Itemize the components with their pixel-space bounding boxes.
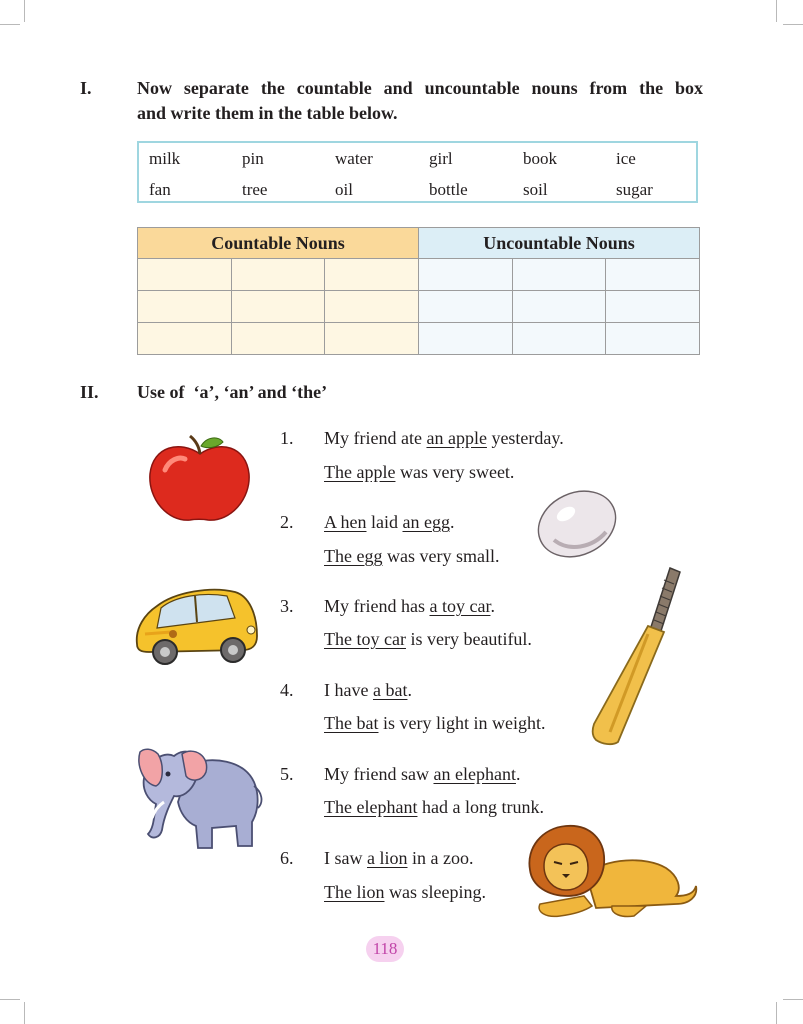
sentence-number: 6. [280,848,294,868]
sentence-5b: The elephant had a long trunk. [324,797,544,817]
countable-answer-cell[interactable] [325,259,419,291]
sentence-2a: A hen laid an egg. [324,512,455,532]
table-row [138,323,700,355]
uncountable-answer-cell[interactable] [512,259,606,291]
sentence-2b: The egg was very small. [324,546,500,566]
crop-mark [776,1002,777,1024]
countable-answer-cell[interactable] [231,323,325,355]
word-item: water [335,149,373,168]
word-item: ice [616,149,636,168]
page-number: 118 [366,936,404,962]
elephant-illustration [134,742,266,856]
countable-answer-cell[interactable] [138,259,232,291]
egg-illustration [534,488,620,560]
section-1-instruction [137,76,703,126]
sentence-number: 4. [280,680,294,700]
crop-mark [24,0,25,22]
countable-answer-cell[interactable] [138,323,232,355]
uncountable-answer-cell[interactable] [418,323,512,355]
word-item: milk [149,149,181,168]
sentence-number: 2. [280,512,294,532]
sentence-number: 5. [280,764,294,784]
sentence-4a: I have a bat. [324,680,412,700]
sentence-3a: My friend has a toy car. [324,596,495,616]
uncountable-answer-cell[interactable] [418,259,512,291]
countable-answer-cell[interactable] [231,259,325,291]
word-item: soil [523,180,548,199]
toy-car-illustration [131,584,263,672]
noun-table [137,227,700,355]
countable-answer-cell[interactable] [138,291,232,323]
instruction-line-2: and write them in the table below. [137,103,398,123]
table-row [138,259,700,291]
lion-illustration [526,822,698,920]
sentence-3b: The toy car is very beautiful. [324,629,532,649]
sentence-6a: I saw a lion in a zoo. [324,848,474,868]
uncountable-answer-cell[interactable] [512,323,606,355]
section-2-number: II. [80,382,99,402]
word-box [137,141,698,203]
word-item: tree [242,180,268,199]
uncountable-answer-cell[interactable] [606,323,700,355]
uncountable-answer-cell[interactable] [512,291,606,323]
sentence-4b: The bat is very light in weight. [324,713,546,733]
table-row [138,291,700,323]
word-item: girl [429,149,453,168]
uncountable-answer-cell[interactable] [418,291,512,323]
countable-answer-cell[interactable] [325,291,419,323]
uncountable-nouns-header: Uncountable Nouns [418,228,699,259]
word-item: oil [335,180,353,199]
sentence-6b: The lion was sleeping. [324,882,486,902]
countable-answer-cell[interactable] [325,323,419,355]
sentence-5a: My friend saw an elephant. [324,764,521,784]
countable-answer-cell[interactable] [231,291,325,323]
word-item: pin [242,149,264,168]
crop-mark [24,1002,25,1024]
word-item: sugar [616,180,653,199]
section-1-number: I. [80,78,92,98]
section-2-title: Use of ‘a’, ‘an’ and ‘the’ [137,382,328,402]
sentence-number: 3. [280,596,294,616]
apple-illustration [145,432,255,524]
countable-nouns-header: Countable Nouns [138,228,419,259]
cricket-bat-illustration [588,564,688,748]
crop-mark [0,999,20,1000]
word-item: fan [149,180,171,199]
sentence-1a: My friend ate an apple yesterday. [324,428,564,448]
crop-mark [783,24,803,25]
instruction-line-1: Now separate the countable and uncountable nouns from the box [137,78,703,98]
crop-mark [783,999,803,1000]
sentence-1b: The apple was very sweet. [324,462,515,482]
crop-mark [0,24,20,25]
word-item: book [523,149,557,168]
uncountable-answer-cell[interactable] [606,291,700,323]
uncountable-answer-cell[interactable] [606,259,700,291]
word-item: bottle [429,180,468,199]
crop-mark [776,0,777,22]
sentence-number: 1. [280,428,294,448]
